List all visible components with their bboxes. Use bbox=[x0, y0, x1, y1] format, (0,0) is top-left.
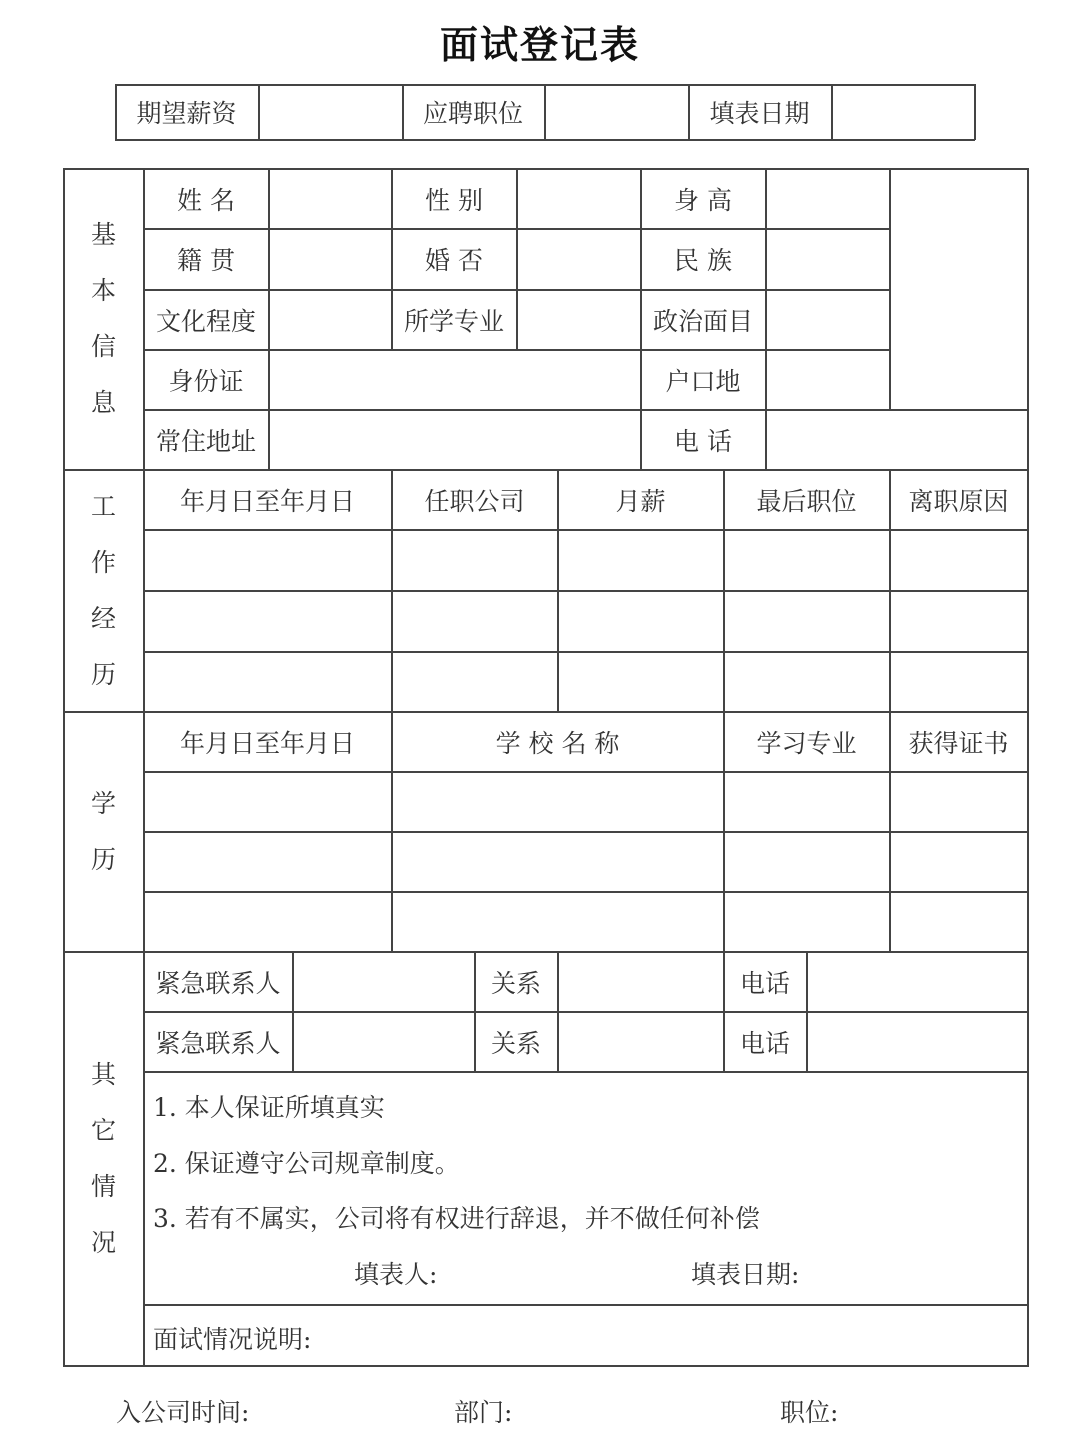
filler-date-label: 填表日期: bbox=[691, 1260, 800, 1289]
form-title: 面试登记表 bbox=[439, 23, 640, 67]
height-label: 身 高 bbox=[674, 185, 732, 215]
household-label: 户口地 bbox=[665, 366, 741, 396]
expected-salary-label: 期望薪资 bbox=[136, 99, 237, 128]
statement-1: 1. 本人保证所填真实 bbox=[153, 1093, 385, 1122]
department-label: 部门: bbox=[454, 1398, 513, 1427]
id-card-label: 身份证 bbox=[168, 366, 244, 396]
id-card-field[interactable] bbox=[270, 351, 639, 408]
relation-field[interactable] bbox=[559, 953, 722, 1010]
work-col-dates: 年月日至年月日 bbox=[179, 486, 355, 516]
position-field[interactable] bbox=[845, 1390, 1025, 1426]
relation-label: 关系 bbox=[490, 1028, 541, 1058]
ethnicity-field[interactable] bbox=[767, 230, 888, 288]
statement-3: 3. 若有不属实，公司将有权进行辞退，并不做任何补偿 bbox=[153, 1204, 760, 1233]
applied-position-field[interactable] bbox=[545, 85, 687, 139]
major-field[interactable] bbox=[518, 291, 639, 348]
work-history-section-header bbox=[64, 470, 143, 711]
work-col-company: 任职公司 bbox=[424, 486, 525, 516]
section-char: 况 bbox=[90, 1227, 116, 1257]
emergency-contact-field[interactable] bbox=[294, 953, 473, 1010]
education-row[interactable] bbox=[145, 773, 1027, 830]
gender-label: 性 别 bbox=[425, 185, 483, 215]
education-section-header bbox=[64, 712, 143, 951]
section-char: 工 bbox=[90, 491, 116, 521]
ethnicity-label: 民 族 bbox=[674, 246, 732, 275]
section-char: 学 bbox=[90, 788, 116, 818]
emergency-phone-field[interactable] bbox=[808, 953, 1026, 1010]
department-field[interactable] bbox=[520, 1390, 760, 1426]
work-col-last-position: 最后职位 bbox=[756, 486, 857, 516]
relation-label: 关系 bbox=[490, 968, 541, 998]
name-label: 姓 名 bbox=[177, 185, 235, 215]
household-field[interactable] bbox=[767, 351, 888, 408]
section-char: 它 bbox=[90, 1115, 116, 1145]
fill-date-field[interactable] bbox=[832, 85, 974, 139]
education-row[interactable] bbox=[145, 893, 1027, 950]
work-history-row[interactable] bbox=[145, 592, 1027, 650]
other-section-header bbox=[64, 952, 143, 1365]
interview-notes-label: 面试情况说明: bbox=[153, 1325, 312, 1354]
section-char: 经 bbox=[90, 603, 116, 633]
native-place-field[interactable] bbox=[270, 230, 390, 288]
gender-field[interactable] bbox=[518, 170, 639, 227]
position-label: 职位: bbox=[780, 1398, 839, 1427]
section-char: 作 bbox=[90, 547, 116, 577]
work-history-row[interactable] bbox=[145, 653, 1027, 710]
emergency-phone-field[interactable] bbox=[808, 1013, 1026, 1070]
section-char: 信 bbox=[90, 332, 116, 361]
edu-col-certificate: 获得证书 bbox=[908, 728, 1009, 758]
filler-date-field[interactable] bbox=[808, 1252, 1008, 1288]
section-char: 基 bbox=[90, 220, 116, 249]
marital-label: 婚 否 bbox=[425, 246, 483, 275]
section-char: 本 bbox=[90, 276, 116, 305]
address-label: 常住地址 bbox=[155, 426, 256, 456]
education-level-field[interactable] bbox=[270, 291, 390, 348]
name-field[interactable] bbox=[270, 170, 390, 227]
expected-salary-field[interactable] bbox=[259, 85, 401, 139]
education-row[interactable] bbox=[145, 833, 1027, 890]
photo-area[interactable] bbox=[891, 170, 1026, 408]
section-char: 其 bbox=[90, 1059, 116, 1089]
edu-col-dates: 年月日至年月日 bbox=[179, 728, 355, 758]
work-col-leave-reason: 离职原因 bbox=[908, 486, 1009, 516]
political-status-field[interactable] bbox=[767, 291, 888, 348]
relation-field[interactable] bbox=[559, 1013, 722, 1070]
major-label: 所学专业 bbox=[403, 306, 504, 336]
statement-2: 2. 保证遵守公司规章制度。 bbox=[153, 1149, 460, 1178]
emergency-contact-field[interactable] bbox=[294, 1013, 473, 1070]
emergency-phone-label: 电话 bbox=[739, 968, 790, 998]
section-char: 历 bbox=[90, 844, 116, 874]
applied-position-label: 应聘职位 bbox=[422, 99, 523, 128]
phone-label: 电 话 bbox=[674, 426, 732, 456]
education-level-label: 文化程度 bbox=[155, 306, 256, 336]
interview-notes-field[interactable] bbox=[330, 1307, 1026, 1364]
filler-field[interactable] bbox=[445, 1252, 645, 1288]
height-field[interactable] bbox=[767, 170, 888, 227]
political-status-label: 政治面目 bbox=[652, 306, 753, 336]
join-time-field[interactable] bbox=[255, 1390, 435, 1426]
work-col-salary: 月薪 bbox=[615, 486, 666, 516]
edu-col-major: 学习专业 bbox=[756, 728, 857, 758]
emergency-phone-label: 电话 bbox=[739, 1028, 790, 1058]
native-place-label: 籍 贯 bbox=[177, 246, 235, 275]
marital-field[interactable] bbox=[518, 230, 639, 288]
edu-col-school: 学 校 名 称 bbox=[495, 728, 620, 758]
section-char: 息 bbox=[90, 388, 116, 417]
work-history-row[interactable] bbox=[145, 531, 1027, 589]
fill-date-label: 填表日期 bbox=[709, 99, 810, 128]
section-char: 情 bbox=[90, 1171, 116, 1201]
basic-info-section-header bbox=[64, 169, 143, 469]
phone-field[interactable] bbox=[767, 411, 1026, 468]
address-field[interactable] bbox=[270, 411, 639, 468]
section-char: 历 bbox=[90, 659, 116, 689]
join-time-label: 入公司时间: bbox=[116, 1398, 250, 1427]
emergency-contact-label: 紧急联系人 bbox=[155, 1028, 281, 1058]
filler-label: 填表人: bbox=[354, 1260, 438, 1289]
emergency-contact-label: 紧急联系人 bbox=[155, 968, 281, 998]
